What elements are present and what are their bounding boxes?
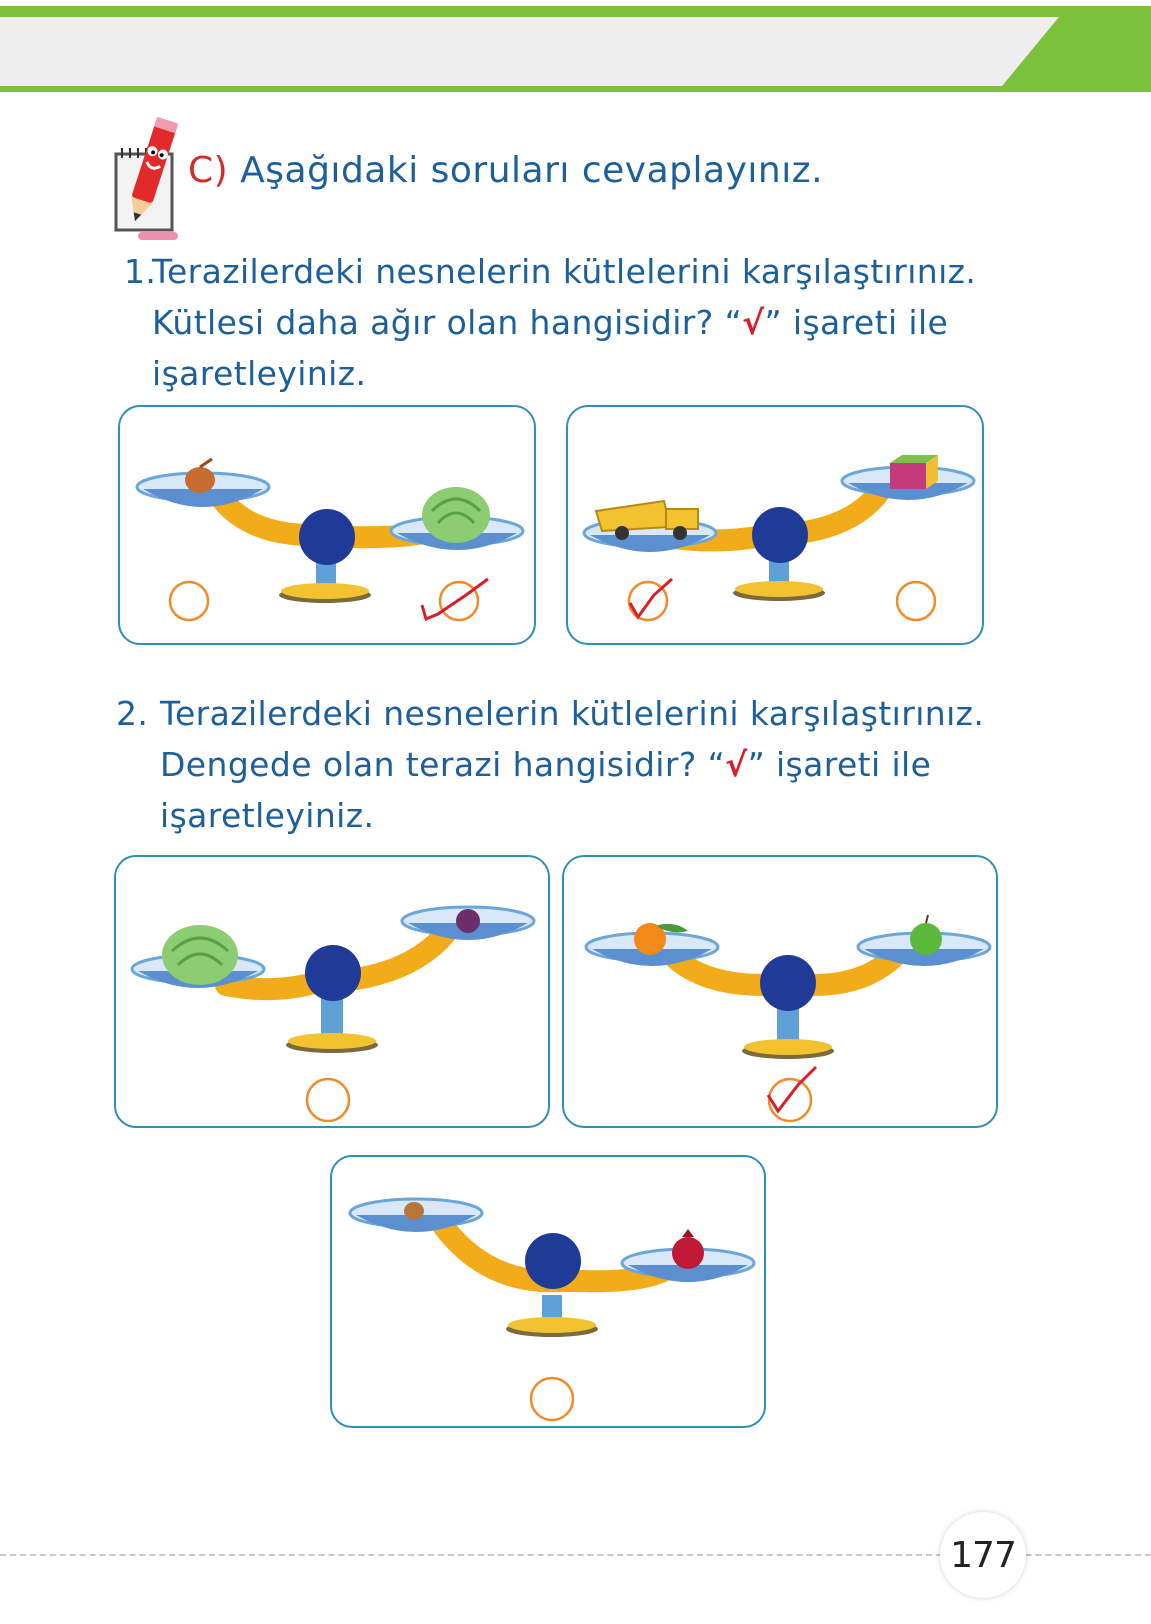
question-1-line-1: Terazilerdeki nesnelerin kütlelerini karşılaştırınız. xyxy=(152,252,977,291)
page-number: 177 xyxy=(940,1512,1026,1598)
question-2-line-2a: Dengede olan terazi hangisidir? “ xyxy=(160,745,726,784)
question-2 xyxy=(116,688,985,841)
fig-icon xyxy=(456,909,480,933)
check-symbol: √ xyxy=(725,745,748,784)
cabbage-icon xyxy=(422,487,490,543)
green-apple-icon xyxy=(910,915,942,955)
scale-card-2c xyxy=(330,1155,766,1428)
question-1-line-3: işaretleyiniz. xyxy=(152,354,367,393)
scale-card-1a xyxy=(118,405,536,645)
question-1-line-2 xyxy=(152,297,949,348)
pomegranate-icon xyxy=(672,1229,704,1269)
walnut-icon xyxy=(404,1202,424,1220)
section-title xyxy=(188,150,823,191)
toy-block-icon xyxy=(890,455,938,489)
question-2-line-3: işaretleyiniz. xyxy=(160,796,375,835)
question-2-line-2b: ” işareti ile xyxy=(747,745,932,784)
section-instruction: Aşağıdaki soruları cevaplayınız. xyxy=(240,150,824,191)
header-band xyxy=(0,0,1151,100)
section-letter: C) xyxy=(188,150,229,191)
pencil-mascot-icon xyxy=(112,112,184,246)
check-symbol: √ xyxy=(742,303,765,342)
question-2-number: 2. xyxy=(116,694,149,733)
scale-card-2a xyxy=(114,855,550,1128)
onion-icon xyxy=(185,459,215,493)
question-2-line-2 xyxy=(160,739,956,790)
question-1-line-2b: ” işareti ile xyxy=(764,303,949,342)
scale-card-1b xyxy=(566,405,984,645)
scale-card-2b xyxy=(562,855,998,1128)
question-2-line-1: Terazilerdeki nesnelerin kütlelerini karşılaştırınız. xyxy=(160,694,985,733)
question-1 xyxy=(124,246,977,399)
cabbage-icon xyxy=(162,925,238,985)
question-1-line-2a: Kütlesi daha ağır olan hangisidir? “ xyxy=(152,303,743,342)
question-1-number: 1. xyxy=(124,252,157,291)
